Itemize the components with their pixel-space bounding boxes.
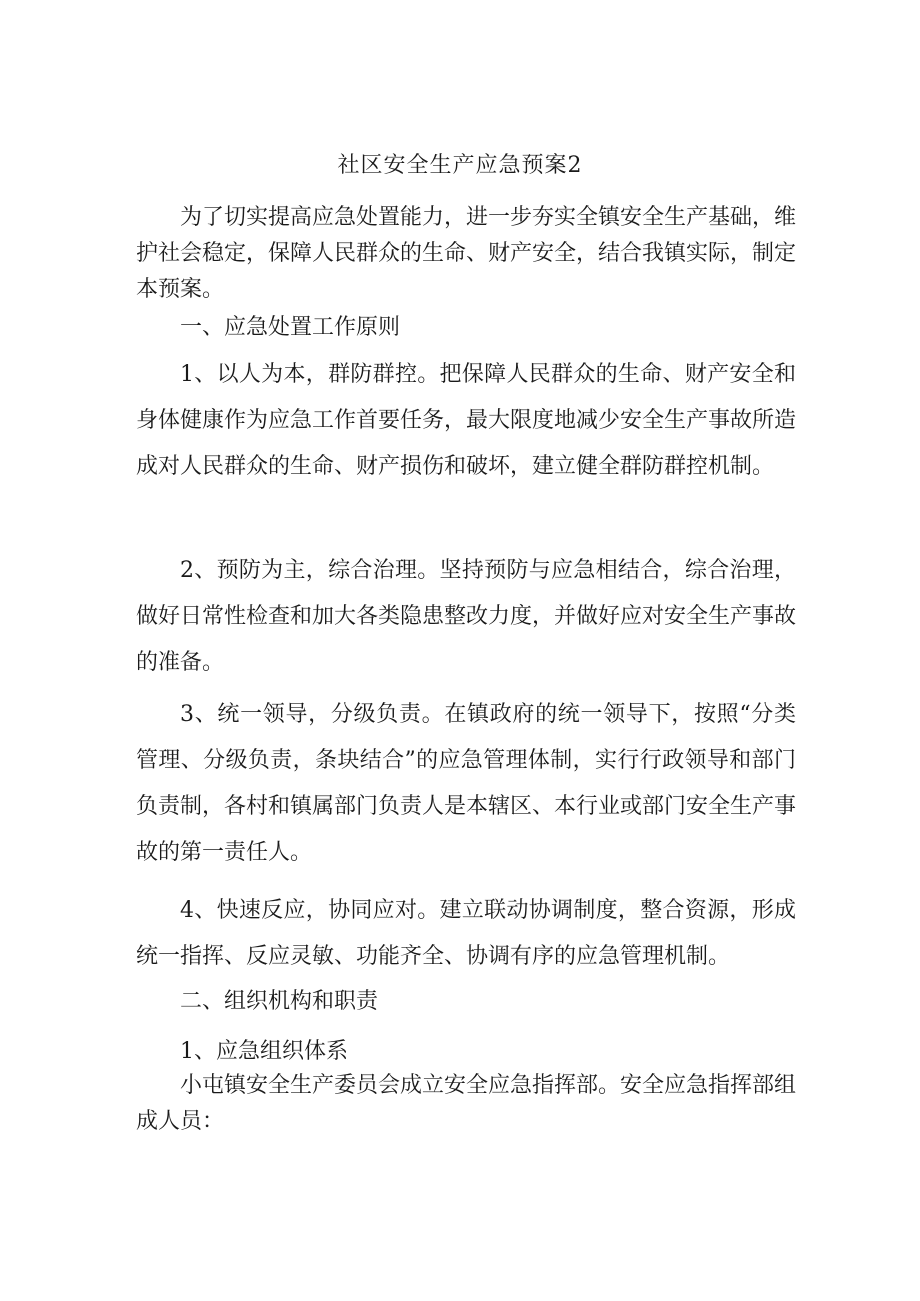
paragraph-principle-3: 3、统一领导，分级负责。在镇政府的统一领导下，按照“分类管理、分级负责，条块结合”的应急管理体制，实行行政领导和部门负责制，各村和镇属部门负责人是本辖区、本行业或部门安全生产事故的第一责任人。 — [136, 702, 797, 865]
paragraph-principle-1: 1、以人为本，群防群控。把保障人民群众的生命、财产安全和身体健康作为应急工作首要任务，最大限度地减少安全生产事故所造成对人民群众的生命、财产损伤和破坏，建立健全群防群控机制。 — [136, 362, 797, 479]
subheading-emergency-system: 1、应急组织体系 — [180, 1039, 348, 1064]
section-heading-organization: 二、组织机构和职责 — [180, 989, 379, 1014]
document-title: 社区安全生产应急预案2 — [337, 153, 583, 178]
paragraph-principle-4: 4、快速反应，协同应对。建立联动协调制度，整合资源，形成统一指挥、反应灵敏、功能齐全、协调有序的应急管理机制。 — [136, 898, 796, 969]
paragraph-principle-2: 2、预防为主，综合治理。坚持预防与应急相结合，综合治理，做好日常性检查和加大各类隐患整改力度，并做好应对安全生产事故的准备。 — [136, 558, 797, 675]
paragraph-command-members: 小屯镇安全生产委员会成立安全应急指挥部。安全应急指挥部组成人员： — [136, 1073, 797, 1134]
section-heading-principles: 一、应急处置工作原则 — [180, 315, 401, 340]
paragraph-intro: 为了切实提高应急处置能力，进一步夯实全镇安全生产基础，维护社会稳定，保障人民群众的生命、财产安全，结合我镇实际，制定本预案。 — [136, 205, 797, 302]
